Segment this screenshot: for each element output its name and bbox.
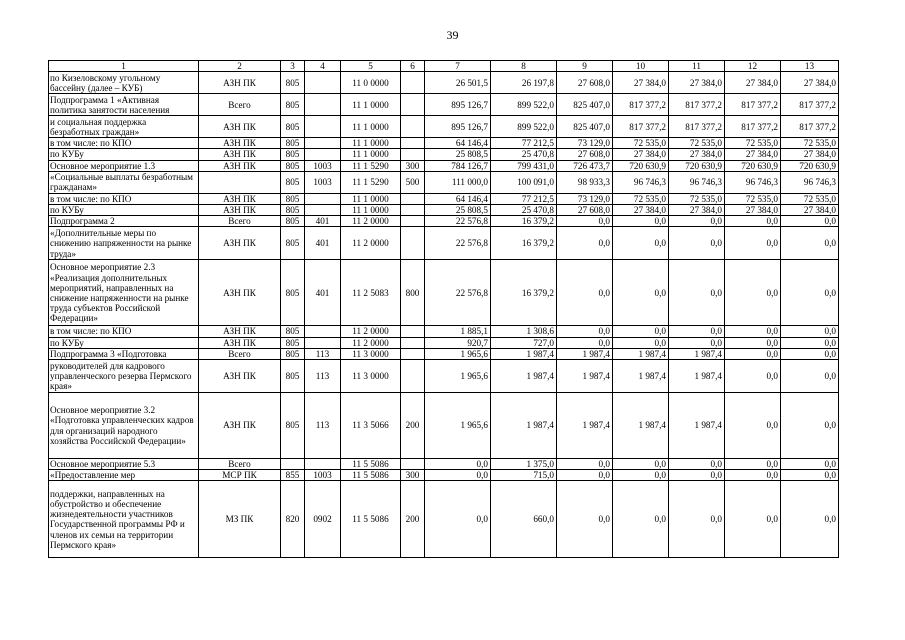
table-row	[49, 459, 839, 470]
amount-cell: 0,0	[725, 360, 781, 393]
target-article-cell: 11 2 0000	[341, 227, 401, 260]
amount-cell: 27 384,0	[725, 149, 781, 160]
section-cell: 1003	[305, 171, 341, 193]
section-cell	[305, 326, 341, 337]
target-article-cell: 11 1 5290	[341, 160, 401, 171]
amount-cell: 0,0	[725, 470, 781, 481]
column-header: 10	[613, 61, 669, 72]
column-header: 12	[725, 61, 781, 72]
amount-cell: 72 535,0	[781, 193, 839, 204]
amount-cell: 27 384,0	[669, 205, 725, 216]
executor-cell: АЗН ПК	[199, 149, 281, 160]
amount-cell: 27 384,0	[781, 149, 839, 160]
table-row	[49, 138, 839, 149]
amount-cell: 1 987,4	[557, 360, 613, 393]
amount-cell: 77 212,5	[491, 138, 557, 149]
amount-cell: 98 933,3	[557, 171, 613, 193]
grbs-cell: 805	[281, 205, 305, 216]
section-cell	[305, 138, 341, 149]
row-name: в том числе: по КПО	[49, 138, 199, 149]
amount-cell: 0,0	[725, 459, 781, 470]
target-article-cell: 11 5 5086	[341, 470, 401, 481]
amount-cell: 720 630,9	[725, 160, 781, 171]
amount-cell: 0,0	[781, 326, 839, 337]
row-name: «Социальные выплаты безработным гражданам»	[49, 171, 199, 193]
executor-cell: Всего	[199, 459, 281, 470]
executor-cell: АЗН ПК	[199, 393, 281, 459]
amount-cell: 825 407,0	[557, 116, 613, 138]
row-name: Основное мероприятие 1.3	[49, 160, 199, 171]
amount-cell: 799 431,0	[491, 160, 557, 171]
amount-cell: 77 212,5	[491, 193, 557, 204]
table-row	[49, 393, 839, 459]
amount-cell: 96 746,3	[725, 171, 781, 193]
grbs-cell	[281, 459, 305, 470]
table-row	[49, 205, 839, 216]
amount-cell: 26 197,8	[491, 72, 557, 94]
row-name: в том числе: по КПО	[49, 326, 199, 337]
grbs-cell: 820	[281, 481, 305, 558]
table-row	[49, 116, 839, 138]
executor-cell	[199, 171, 281, 193]
amount-cell: 817 377,2	[781, 116, 839, 138]
target-article-cell: 11 5 5086	[341, 481, 401, 558]
table-row	[49, 470, 839, 481]
row-name: поддержки, направленных на обустройство и обеспечение жизнедеятельности участников Государственной программы РФ и членов их семьи на территории Пермского края»	[49, 481, 199, 558]
target-article-cell: 11 5 5086	[341, 459, 401, 470]
amount-cell: 817 377,2	[725, 94, 781, 116]
amount-cell: 0,0	[557, 337, 613, 348]
section-cell: 113	[305, 360, 341, 393]
target-article-cell: 11 3 0000	[341, 348, 401, 359]
executor-cell: Всего	[199, 348, 281, 359]
row-name: Основное мероприятие 2.3 «Реализация дополнительных мероприятий, направленных на снижение напряженности на рынке труда субъектов Российской Федерации»	[49, 260, 199, 326]
amount-cell: 16 379,2	[491, 260, 557, 326]
amount-cell: 660,0	[491, 481, 557, 558]
grbs-cell: 805	[281, 326, 305, 337]
executor-cell: МЗ ПК	[199, 481, 281, 558]
amount-cell: 726 473,7	[557, 160, 613, 171]
executor-cell: АЗН ПК	[199, 326, 281, 337]
grbs-cell: 805	[281, 138, 305, 149]
amount-cell: 0,0	[669, 326, 725, 337]
amount-cell: 72 535,0	[669, 138, 725, 149]
amount-cell: 0,0	[669, 481, 725, 558]
amount-cell: 0,0	[781, 470, 839, 481]
amount-cell: 1 375,0	[491, 459, 557, 470]
executor-cell: АЗН ПК	[199, 160, 281, 171]
amount-cell: 0,0	[669, 459, 725, 470]
grbs-cell: 805	[281, 94, 305, 116]
expense-type-cell: 800	[401, 260, 425, 326]
grbs-cell: 805	[281, 72, 305, 94]
amount-cell: 1 308,6	[491, 326, 557, 337]
section-cell	[305, 149, 341, 160]
executor-cell: АЗН ПК	[199, 360, 281, 393]
grbs-cell: 855	[281, 470, 305, 481]
row-name: руководителей для кадрового управленческого резерва Пермского края»	[49, 360, 199, 393]
row-name: по КУБу	[49, 205, 199, 216]
expense-type-cell	[401, 216, 425, 227]
target-article-cell: 11 1 0000	[341, 205, 401, 216]
amount-cell: 27 384,0	[613, 149, 669, 160]
amount-cell: 1 987,4	[613, 348, 669, 359]
amount-cell: 1 987,4	[557, 348, 613, 359]
amount-cell: 1 965,6	[425, 360, 491, 393]
grbs-cell: 805	[281, 116, 305, 138]
target-article-cell: 11 1 0000	[341, 116, 401, 138]
page-number: 39	[446, 28, 459, 42]
amount-cell: 72 535,0	[725, 193, 781, 204]
column-header: 7	[425, 61, 491, 72]
executor-cell: АЗН ПК	[199, 72, 281, 94]
amount-cell: 0,0	[781, 481, 839, 558]
column-header: 8	[491, 61, 557, 72]
amount-cell: 1 885,1	[425, 326, 491, 337]
table-row	[49, 326, 839, 337]
amount-cell: 895 126,7	[425, 116, 491, 138]
column-number-row	[49, 61, 839, 72]
expense-type-cell	[401, 337, 425, 348]
amount-cell: 27 608,0	[557, 205, 613, 216]
amount-cell: 0,0	[557, 326, 613, 337]
section-cell	[305, 337, 341, 348]
amount-cell: 0,0	[557, 216, 613, 227]
executor-cell: Всего	[199, 216, 281, 227]
amount-cell: 27 384,0	[781, 72, 839, 94]
amount-cell: 0,0	[725, 348, 781, 359]
amount-cell: 0,0	[725, 337, 781, 348]
amount-cell: 817 377,2	[669, 94, 725, 116]
grbs-cell: 805	[281, 393, 305, 459]
grbs-cell: 805	[281, 360, 305, 393]
amount-cell: 72 535,0	[781, 138, 839, 149]
amount-cell: 0,0	[781, 216, 839, 227]
grbs-cell: 805	[281, 149, 305, 160]
amount-cell: 72 535,0	[613, 138, 669, 149]
amount-cell: 1 965,6	[425, 348, 491, 359]
row-name: Подпрограмма 1 «Активная политика занятости населения	[49, 94, 199, 116]
amount-cell: 96 746,3	[781, 171, 839, 193]
amount-cell: 0,0	[613, 227, 669, 260]
table-row	[49, 337, 839, 348]
row-name: по КУБу	[49, 149, 199, 160]
amount-cell: 0,0	[725, 227, 781, 260]
amount-cell: 1 987,4	[613, 360, 669, 393]
amount-cell: 22 576,8	[425, 216, 491, 227]
row-name: по Кизеловскому угольному бассейну (далее – КУБ)	[49, 72, 199, 94]
amount-cell: 64 146,4	[425, 138, 491, 149]
executor-cell: АЗН ПК	[199, 138, 281, 149]
amount-cell: 27 608,0	[557, 149, 613, 160]
amount-cell: 0,0	[425, 481, 491, 558]
amount-cell: 16 379,2	[491, 227, 557, 260]
target-article-cell: 11 2 0000	[341, 337, 401, 348]
amount-cell: 72 535,0	[613, 193, 669, 204]
amount-cell: 0,0	[781, 260, 839, 326]
amount-cell: 817 377,2	[669, 116, 725, 138]
table-row	[49, 481, 839, 558]
table-row	[49, 72, 839, 94]
amount-cell: 25 808,5	[425, 205, 491, 216]
amount-cell: 720 630,9	[613, 160, 669, 171]
expense-type-cell: 300	[401, 160, 425, 171]
amount-cell: 27 608,0	[557, 72, 613, 94]
section-cell: 1003	[305, 470, 341, 481]
amount-cell: 1 987,4	[613, 393, 669, 459]
section-cell: 113	[305, 393, 341, 459]
amount-cell: 16 379,2	[491, 216, 557, 227]
section-cell: 401	[305, 260, 341, 326]
amount-cell: 0,0	[725, 326, 781, 337]
target-article-cell: 11 1 0000	[341, 149, 401, 160]
table-row	[49, 193, 839, 204]
amount-cell: 25 470,8	[491, 205, 557, 216]
amount-cell: 1 987,4	[669, 360, 725, 393]
table-row	[49, 160, 839, 171]
row-name: Основное мероприятие 5.3	[49, 459, 199, 470]
amount-cell: 784 126,7	[425, 160, 491, 171]
amount-cell: 0,0	[669, 216, 725, 227]
row-name: в том числе: по КПО	[49, 193, 199, 204]
amount-cell: 0,0	[781, 459, 839, 470]
amount-cell: 0,0	[669, 260, 725, 326]
section-cell: 0902	[305, 481, 341, 558]
amount-cell: 25 808,5	[425, 149, 491, 160]
amount-cell: 1 987,4	[491, 360, 557, 393]
amount-cell: 0,0	[725, 481, 781, 558]
executor-cell: АЗН ПК	[199, 205, 281, 216]
expense-type-cell: 500	[401, 171, 425, 193]
amount-cell: 0,0	[781, 337, 839, 348]
expense-type-cell	[401, 326, 425, 337]
section-cell: 113	[305, 348, 341, 359]
executor-cell: АЗН ПК	[199, 337, 281, 348]
grbs-cell: 805	[281, 171, 305, 193]
amount-cell: 0,0	[613, 470, 669, 481]
amount-cell: 715,0	[491, 470, 557, 481]
amount-cell: 22 576,8	[425, 227, 491, 260]
amount-cell: 27 384,0	[781, 205, 839, 216]
table-row	[49, 360, 839, 393]
amount-cell: 727,0	[491, 337, 557, 348]
expense-type-cell	[401, 360, 425, 393]
amount-cell: 72 535,0	[669, 193, 725, 204]
amount-cell: 720 630,9	[669, 160, 725, 171]
row-name: по КУБу	[49, 337, 199, 348]
amount-cell: 0,0	[613, 260, 669, 326]
amount-cell: 0,0	[725, 393, 781, 459]
section-cell	[305, 459, 341, 470]
grbs-cell: 805	[281, 193, 305, 204]
amount-cell: 73 129,0	[557, 138, 613, 149]
section-cell	[305, 94, 341, 116]
amount-cell: 1 987,4	[491, 393, 557, 459]
amount-cell: 817 377,2	[613, 94, 669, 116]
grbs-cell: 805	[281, 337, 305, 348]
table-row	[49, 149, 839, 160]
target-article-cell: 11 3 0000	[341, 360, 401, 393]
amount-cell: 0,0	[725, 216, 781, 227]
row-name: «Дополнительные меры по снижению напряженности на рынке труда»	[49, 227, 199, 260]
expense-type-cell: 300	[401, 470, 425, 481]
amount-cell: 0,0	[557, 481, 613, 558]
amount-cell: 1 987,4	[669, 393, 725, 459]
amount-cell: 817 377,2	[613, 116, 669, 138]
amount-cell: 96 746,3	[613, 171, 669, 193]
amount-cell: 899 522,0	[491, 116, 557, 138]
target-article-cell: 11 0 0000	[341, 72, 401, 94]
column-header: 13	[781, 61, 839, 72]
amount-cell: 0,0	[613, 481, 669, 558]
amount-cell: 0,0	[557, 260, 613, 326]
table-row	[49, 94, 839, 116]
column-header: 5	[341, 61, 401, 72]
amount-cell: 73 129,0	[557, 193, 613, 204]
column-header: 4	[305, 61, 341, 72]
amount-cell: 72 535,0	[725, 138, 781, 149]
amount-cell: 0,0	[669, 470, 725, 481]
target-article-cell: 11 2 5083	[341, 260, 401, 326]
amount-cell: 0,0	[781, 360, 839, 393]
target-article-cell: 11 2 0000	[341, 326, 401, 337]
expense-type-cell: 200	[401, 481, 425, 558]
amount-cell: 817 377,2	[781, 94, 839, 116]
amount-cell: 26 501,5	[425, 72, 491, 94]
table-row	[49, 260, 839, 326]
amount-cell: 96 746,3	[669, 171, 725, 193]
table-row	[49, 171, 839, 193]
section-cell	[305, 72, 341, 94]
column-header: 3	[281, 61, 305, 72]
table-row	[49, 227, 839, 260]
target-article-cell: 11 1 5290	[341, 171, 401, 193]
row-name: Подпрограмма 2	[49, 216, 199, 227]
amount-cell: 0,0	[613, 216, 669, 227]
expense-type-cell	[401, 116, 425, 138]
amount-cell: 0,0	[557, 227, 613, 260]
amount-cell: 27 384,0	[613, 205, 669, 216]
table-row	[49, 348, 839, 359]
amount-cell: 25 470,8	[491, 149, 557, 160]
section-cell: 401	[305, 216, 341, 227]
target-article-cell: 11 3 5066	[341, 393, 401, 459]
amount-cell: 27 384,0	[613, 72, 669, 94]
target-article-cell: 11 2 0000	[341, 216, 401, 227]
target-article-cell: 11 1 0000	[341, 138, 401, 149]
column-header: 6	[401, 61, 425, 72]
target-article-cell: 11 1 0000	[341, 94, 401, 116]
column-header: 9	[557, 61, 613, 72]
amount-cell: 1 987,4	[557, 393, 613, 459]
executor-cell: МСР ПК	[199, 470, 281, 481]
amount-cell: 22 576,8	[425, 260, 491, 326]
amount-cell: 1 965,6	[425, 393, 491, 459]
table-row	[49, 216, 839, 227]
grbs-cell: 805	[281, 227, 305, 260]
budget-table	[48, 60, 839, 558]
executor-cell: АЗН ПК	[199, 227, 281, 260]
amount-cell: 0,0	[425, 470, 491, 481]
amount-cell: 0,0	[613, 459, 669, 470]
amount-cell: 895 126,7	[425, 94, 491, 116]
row-name: Основное мероприятие 3.2 «Подготовка управленческих кадров для организаций народного хозяйства Российской Федерации»	[49, 393, 199, 459]
amount-cell: 0,0	[669, 227, 725, 260]
amount-cell: 27 384,0	[725, 205, 781, 216]
expense-type-cell	[401, 138, 425, 149]
target-article-cell: 11 1 0000	[341, 193, 401, 204]
amount-cell: 0,0	[425, 459, 491, 470]
amount-cell: 0,0	[613, 326, 669, 337]
grbs-cell: 805	[281, 216, 305, 227]
section-cell: 401	[305, 227, 341, 260]
executor-cell: АЗН ПК	[199, 193, 281, 204]
amount-cell: 0,0	[725, 260, 781, 326]
row-name: Подпрограмма 3 «Подготовка	[49, 348, 199, 359]
expense-type-cell	[401, 193, 425, 204]
column-header: 2	[199, 61, 281, 72]
executor-cell: Всего	[199, 94, 281, 116]
column-header: 11	[669, 61, 725, 72]
amount-cell: 720 630,9	[781, 160, 839, 171]
amount-cell: 899 522,0	[491, 94, 557, 116]
section-cell	[305, 116, 341, 138]
expense-type-cell	[401, 348, 425, 359]
amount-cell: 27 384,0	[725, 72, 781, 94]
grbs-cell: 805	[281, 260, 305, 326]
section-cell	[305, 193, 341, 204]
amount-cell: 825 407,0	[557, 94, 613, 116]
amount-cell: 0,0	[781, 393, 839, 459]
amount-cell: 920,7	[425, 337, 491, 348]
amount-cell: 0,0	[781, 227, 839, 260]
amount-cell: 100 091,0	[491, 171, 557, 193]
expense-type-cell	[401, 227, 425, 260]
expense-type-cell	[401, 94, 425, 116]
amount-cell: 0,0	[557, 470, 613, 481]
amount-cell: 27 384,0	[669, 149, 725, 160]
amount-cell: 27 384,0	[669, 72, 725, 94]
amount-cell: 1 987,4	[669, 348, 725, 359]
expense-type-cell	[401, 459, 425, 470]
executor-cell: АЗН ПК	[199, 116, 281, 138]
amount-cell: 0,0	[669, 337, 725, 348]
amount-cell: 1 987,4	[491, 348, 557, 359]
grbs-cell: 805	[281, 348, 305, 359]
amount-cell: 0,0	[557, 459, 613, 470]
amount-cell: 64 146,4	[425, 193, 491, 204]
section-cell	[305, 205, 341, 216]
expense-type-cell	[401, 205, 425, 216]
expense-type-cell: 200	[401, 393, 425, 459]
expense-type-cell	[401, 72, 425, 94]
executor-cell: АЗН ПК	[199, 260, 281, 326]
amount-cell: 0,0	[781, 348, 839, 359]
row-name: «Предоставление мер	[49, 470, 199, 481]
amount-cell: 111 000,0	[425, 171, 491, 193]
grbs-cell: 805	[281, 160, 305, 171]
amount-cell: 817 377,2	[725, 116, 781, 138]
expense-type-cell	[401, 149, 425, 160]
section-cell: 1003	[305, 160, 341, 171]
column-header: 1	[49, 61, 199, 72]
row-name: и социальная поддержка безработных граждан»	[49, 116, 199, 138]
amount-cell: 0,0	[613, 337, 669, 348]
